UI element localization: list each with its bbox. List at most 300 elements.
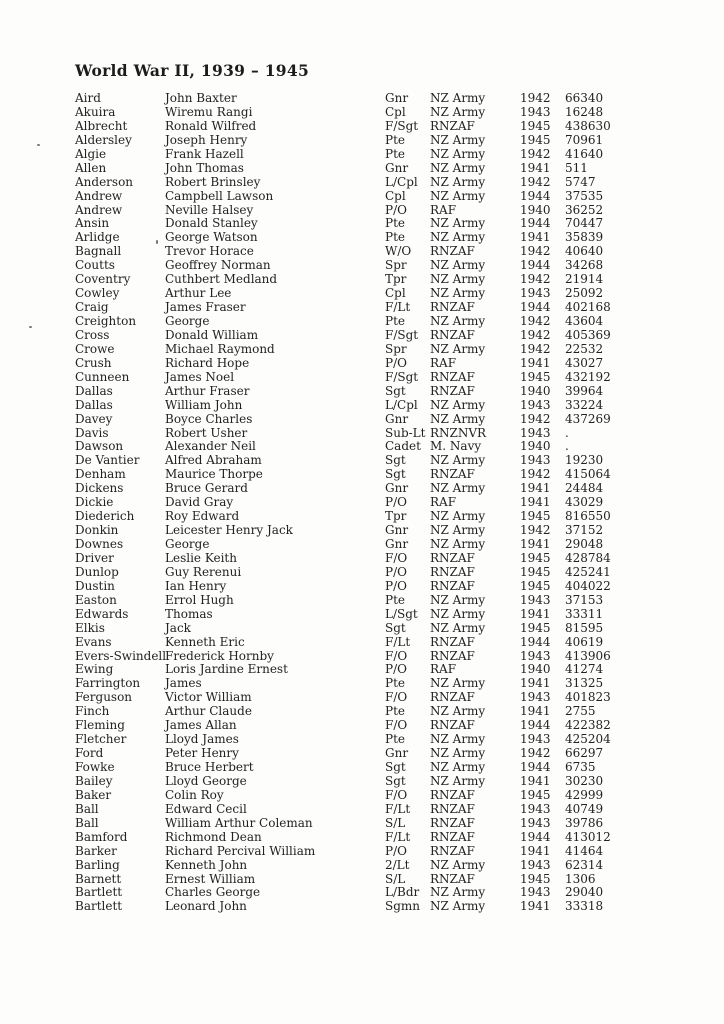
- table-row: [75, 733, 675, 747]
- rank-cell: Gnr: [385, 746, 409, 761]
- service-number-cell: 41640: [565, 146, 604, 161]
- given-names-cell: Campbell Lawson: [165, 188, 274, 203]
- service-branch-cell: RNZAF: [430, 550, 475, 565]
- rank-cell: Sgt: [385, 760, 406, 774]
- surname-cell: Fleming: [75, 718, 125, 733]
- surname-cell: Creighton: [75, 314, 137, 328]
- service-number-cell: 40749: [565, 801, 604, 816]
- rank-cell: 2/Lt: [385, 857, 410, 872]
- rank-cell: P/O: [385, 564, 407, 579]
- rank-cell: Gnr: [385, 537, 409, 551]
- given-names-cell: Richard Percival William: [165, 843, 316, 858]
- table-row: [75, 789, 675, 803]
- service-number-cell: 401823: [565, 690, 611, 705]
- service-branch-cell: NZ Army: [430, 606, 486, 621]
- given-names-cell: Lloyd James: [165, 732, 239, 747]
- rank-cell: Sub-Lt: [385, 425, 426, 440]
- surname-cell: Elkis: [75, 620, 105, 635]
- year-cell: 1941: [520, 843, 551, 858]
- service-branch-cell: RAF: [430, 495, 457, 510]
- table-row: [75, 873, 675, 887]
- table-row: [75, 176, 675, 190]
- surname-cell: Barker: [75, 843, 117, 858]
- rank-cell: P/O: [385, 355, 407, 370]
- surname-cell: Ferguson: [75, 690, 133, 705]
- given-names-cell: James Noel: [165, 369, 235, 384]
- rank-cell: Spr: [385, 341, 407, 356]
- service-branch-cell: NZ Army: [430, 592, 486, 607]
- given-names-cell: Donald Stanley: [165, 216, 258, 231]
- service-branch-cell: RAF: [430, 202, 457, 217]
- service-branch-cell: RNZAF: [430, 690, 475, 705]
- rank-cell: F/O: [385, 787, 408, 802]
- year-cell: 1941: [520, 606, 551, 621]
- service-branch-cell: RNZAF: [430, 578, 475, 593]
- rank-cell: Gnr: [385, 411, 409, 426]
- rank-cell: P/O: [385, 662, 407, 677]
- given-names-cell: John Baxter: [165, 91, 237, 105]
- service-branch-cell: NZ Army: [430, 230, 486, 245]
- service-branch-cell: NZ Army: [430, 523, 486, 538]
- service-number-cell: 2755: [565, 704, 596, 719]
- service-branch-cell: NZ Army: [430, 773, 486, 788]
- service-branch-cell: RNZAF: [430, 718, 475, 733]
- service-number-cell: 36252: [565, 202, 604, 217]
- surname-cell: Allen: [75, 160, 107, 175]
- service-number-cell: 1306: [565, 871, 596, 886]
- service-branch-cell: NZ Army: [430, 704, 486, 719]
- rank-cell: Pte: [385, 230, 405, 245]
- rank-cell: Pte: [385, 146, 405, 161]
- given-names-cell: George: [165, 314, 210, 328]
- given-names-cell: William John: [165, 397, 243, 412]
- surname-cell: Anderson: [75, 174, 134, 189]
- rank-cell: Tpr: [385, 509, 407, 524]
- service-number-cell: 34268: [565, 258, 604, 273]
- service-number-cell: 29048: [565, 537, 604, 551]
- rank-cell: Spr: [385, 258, 407, 273]
- surname-cell: Ball: [75, 801, 99, 816]
- rank-cell: Pte: [385, 676, 405, 691]
- rank-cell: Sgt: [385, 773, 406, 788]
- given-names-cell: Colin Roy: [165, 787, 224, 802]
- service-branch-cell: NZ Army: [430, 272, 486, 287]
- rank-cell: S/L: [385, 815, 406, 830]
- service-number-cell: 43027: [565, 355, 604, 370]
- rank-cell: Pte: [385, 314, 405, 328]
- year-cell: 1943: [520, 857, 551, 872]
- table-row: [75, 608, 675, 622]
- service-branch-cell: RNZAF: [430, 300, 475, 315]
- service-number-cell: 413012: [565, 829, 611, 844]
- service-branch-cell: RAF: [430, 355, 457, 370]
- year-cell: 1944: [520, 634, 551, 649]
- rank-cell: Gnr: [385, 91, 409, 105]
- surname-cell: Edwards: [75, 606, 129, 621]
- given-names-cell: Kenneth Eric: [165, 634, 245, 649]
- scan-speck: [37, 144, 40, 146]
- year-cell: 1945: [520, 564, 551, 579]
- service-number-cell: 438630: [565, 118, 611, 133]
- year-cell: 1943: [520, 690, 551, 705]
- service-number-cell: 16248: [565, 104, 604, 119]
- given-names-cell: Lloyd George: [165, 773, 247, 788]
- given-names-cell: Roy Edward: [165, 509, 240, 524]
- year-cell: 1941: [520, 704, 551, 719]
- rank-cell: Cpl: [385, 286, 406, 301]
- surname-cell: Aird: [75, 91, 101, 105]
- given-names-cell: Maurice Thorpe: [165, 467, 263, 482]
- scan-speck: [156, 240, 158, 244]
- year-cell: 1944: [520, 760, 551, 774]
- service-branch-cell: RNZAF: [430, 369, 475, 384]
- service-number-cell: 415064: [565, 467, 611, 482]
- year-cell: 1945: [520, 550, 551, 565]
- service-number-cell: 6735: [565, 760, 596, 774]
- surname-cell: Algie: [75, 146, 107, 161]
- given-names-cell: Kenneth John: [165, 857, 248, 872]
- surname-cell: Fowke: [75, 760, 115, 774]
- service-branch-cell: RNZAF: [430, 801, 475, 816]
- year-cell: 1941: [520, 899, 551, 914]
- rank-cell: F/O: [385, 690, 408, 705]
- service-branch-cell: NZ Army: [430, 258, 486, 273]
- service-number-cell: 422382: [565, 718, 611, 733]
- service-branch-cell: RNZAF: [430, 564, 475, 579]
- service-number-cell: 33318: [565, 899, 604, 914]
- year-cell: 1942: [520, 174, 551, 189]
- service-number-cell: 70447: [565, 216, 604, 231]
- table-row: [75, 482, 675, 496]
- rank-cell: P/O: [385, 202, 407, 217]
- given-names-cell: Victor William: [165, 690, 252, 705]
- rank-cell: Sgmn: [385, 899, 421, 914]
- surname-cell: Driver: [75, 550, 114, 565]
- table-row: [75, 273, 675, 287]
- service-branch-cell: NZ Army: [430, 509, 486, 524]
- year-cell: 1942: [520, 746, 551, 761]
- given-names-cell: Errol Hugh: [165, 592, 234, 607]
- service-branch-cell: RNZAF: [430, 118, 475, 133]
- surname-cell: Bagnall: [75, 244, 122, 259]
- given-names-cell: James Fraser: [165, 300, 246, 315]
- surname-cell: Denham: [75, 467, 126, 482]
- service-branch-cell: RNZAF: [430, 871, 475, 886]
- table-row: [75, 259, 675, 273]
- service-number-cell: 37152: [565, 523, 604, 538]
- service-branch-cell: NZ Army: [430, 286, 486, 301]
- table-row: [75, 677, 675, 691]
- table-row: [75, 357, 675, 371]
- table-row: [75, 385, 675, 399]
- service-number-cell: 5747: [565, 174, 596, 189]
- service-number-cell: 30230: [565, 773, 604, 788]
- year-cell: 1942: [520, 272, 551, 287]
- surname-cell: Dallas: [75, 397, 113, 412]
- service-number-cell: 37153: [565, 592, 604, 607]
- table-row: [75, 663, 675, 677]
- rank-cell: Gnr: [385, 523, 409, 538]
- service-number-cell: 402168: [565, 300, 611, 315]
- year-cell: 1945: [520, 118, 551, 133]
- service-number-cell: 40619: [565, 634, 604, 649]
- service-number-cell: 511: [565, 160, 588, 175]
- year-cell: 1941: [520, 495, 551, 510]
- table-row: [75, 329, 675, 343]
- given-names-cell: Leonard John: [165, 899, 247, 914]
- rank-cell: Cadet: [385, 439, 421, 454]
- year-cell: 1944: [520, 188, 551, 203]
- service-number-cell: 66297: [565, 746, 604, 761]
- given-names-cell: John Thomas: [165, 160, 244, 175]
- service-branch-cell: NZ Army: [430, 314, 486, 328]
- rank-cell: F/Lt: [385, 300, 411, 315]
- surname-cell: Fletcher: [75, 732, 127, 747]
- table-row: [75, 440, 675, 454]
- year-cell: 1942: [520, 341, 551, 356]
- service-number-cell: 35839: [565, 230, 604, 245]
- table-row: [75, 204, 675, 218]
- surname-cell: Ansin: [75, 216, 110, 231]
- surname-cell: Crush: [75, 355, 112, 370]
- given-names-cell: Michael Raymond: [165, 341, 275, 356]
- surname-cell: Finch: [75, 704, 110, 719]
- given-names-cell: Frederick Hornby: [165, 648, 274, 663]
- rank-cell: F/Sgt: [385, 327, 419, 342]
- surname-cell: Barnett: [75, 871, 122, 886]
- given-names-cell: James Allan: [165, 718, 237, 733]
- table-row: [75, 594, 675, 608]
- year-cell: 1945: [520, 369, 551, 384]
- year-cell: 1943: [520, 104, 551, 119]
- rank-cell: L/Bdr: [385, 885, 420, 900]
- table-row: [75, 900, 675, 914]
- table-row: [75, 566, 675, 580]
- year-cell: 1940: [520, 439, 551, 454]
- surname-cell: Easton: [75, 592, 117, 607]
- table-row: [75, 510, 675, 524]
- table-row: [75, 287, 675, 301]
- table-row: [75, 817, 675, 831]
- surname-cell: Dickens: [75, 481, 124, 496]
- table-row: [75, 343, 675, 357]
- year-cell: 1943: [520, 732, 551, 747]
- service-branch-cell: RNZAF: [430, 829, 475, 844]
- surname-cell: Aldersley: [75, 132, 132, 147]
- given-names-cell: Bruce Herbert: [165, 760, 254, 774]
- rank-cell: Sgt: [385, 453, 406, 468]
- rank-cell: F/O: [385, 550, 408, 565]
- rank-cell: Cpl: [385, 188, 406, 203]
- table-row: [75, 245, 675, 259]
- surname-cell: Coventry: [75, 272, 131, 287]
- service-number-cell: 39786: [565, 815, 604, 830]
- year-cell: 1941: [520, 537, 551, 551]
- scan-speck: [29, 326, 32, 328]
- surname-cell: Andrew: [75, 202, 123, 217]
- service-branch-cell: RAF: [430, 662, 457, 677]
- given-names-cell: Arthur Lee: [165, 286, 232, 301]
- year-cell: 1942: [520, 146, 551, 161]
- year-cell: 1942: [520, 91, 551, 105]
- year-cell: 1943: [520, 425, 551, 440]
- service-branch-cell: NZ Army: [430, 132, 486, 147]
- surname-cell: Donkin: [75, 523, 119, 538]
- surname-cell: Coutts: [75, 258, 115, 273]
- table-row: [75, 120, 675, 134]
- surname-cell: Evers-Swindell: [75, 648, 167, 663]
- year-cell: 1943: [520, 592, 551, 607]
- given-names-cell: Alfred Abraham: [165, 453, 262, 468]
- rank-cell: F/Lt: [385, 634, 411, 649]
- table-row: [75, 650, 675, 664]
- table-row: [75, 845, 675, 859]
- service-roll-table: [75, 92, 675, 914]
- surname-cell: Andrew: [75, 188, 123, 203]
- service-number-cell: 66340: [565, 91, 604, 105]
- service-number-cell: 25092: [565, 286, 604, 301]
- given-names-cell: William Arthur Coleman: [165, 815, 313, 830]
- rank-cell: P/O: [385, 843, 407, 858]
- service-number-cell: 24484: [565, 481, 604, 496]
- service-number-cell: 425204: [565, 732, 611, 747]
- given-names-cell: Peter Henry: [165, 746, 239, 761]
- rank-cell: F/O: [385, 648, 408, 663]
- year-cell: 1943: [520, 453, 551, 468]
- given-names-cell: Ernest William: [165, 871, 256, 886]
- service-number-cell: 21914: [565, 272, 604, 287]
- year-cell: 1940: [520, 383, 551, 398]
- service-branch-cell: NZ Army: [430, 216, 486, 231]
- surname-cell: Cross: [75, 327, 110, 342]
- given-names-cell: Ronald Wilfred: [165, 118, 257, 133]
- service-branch-cell: RNZAF: [430, 634, 475, 649]
- rank-cell: S/L: [385, 871, 406, 886]
- service-branch-cell: NZ Army: [430, 537, 486, 551]
- given-names-cell: Leslie Keith: [165, 550, 237, 565]
- year-cell: 1941: [520, 676, 551, 691]
- surname-cell: Dallas: [75, 383, 113, 398]
- surname-cell: Bartlett: [75, 885, 123, 900]
- given-names-cell: Bruce Gerard: [165, 481, 248, 496]
- surname-cell: Crowe: [75, 341, 115, 356]
- service-branch-cell: NZ Army: [430, 453, 486, 468]
- service-branch-cell: NZ Army: [430, 481, 486, 496]
- service-number-cell: 22532: [565, 341, 604, 356]
- table-row: [75, 552, 675, 566]
- service-number-cell: 41274: [565, 662, 604, 677]
- service-branch-cell: NZ Army: [430, 91, 486, 105]
- year-cell: 1943: [520, 801, 551, 816]
- year-cell: 1943: [520, 648, 551, 663]
- year-cell: 1941: [520, 481, 551, 496]
- surname-cell: Cunneen: [75, 369, 130, 384]
- service-branch-cell: NZ Army: [430, 174, 486, 189]
- given-names-cell: Neville Halsey: [165, 202, 254, 217]
- service-branch-cell: NZ Army: [430, 746, 486, 761]
- given-names-cell: Frank Hazell: [165, 146, 244, 161]
- service-branch-cell: NZ Army: [430, 620, 486, 635]
- table-row: [75, 413, 675, 427]
- rank-cell: Gnr: [385, 160, 409, 175]
- rank-cell: Pte: [385, 704, 405, 719]
- year-cell: 1941: [520, 230, 551, 245]
- table-row: [75, 106, 675, 120]
- table-row: [75, 315, 675, 329]
- surname-cell: Davis: [75, 425, 109, 440]
- given-names-cell: Alexander Neil: [165, 439, 256, 454]
- service-number-cell: .: [565, 439, 569, 454]
- given-names-cell: Richmond Dean: [165, 829, 262, 844]
- surname-cell: Dawson: [75, 439, 124, 454]
- given-names-cell: Trevor Horace: [165, 244, 254, 259]
- given-names-cell: Wiremu Rangi: [165, 104, 253, 119]
- table-row: [75, 705, 675, 719]
- given-names-cell: Boyce Charles: [165, 411, 253, 426]
- service-branch-cell: RNZAF: [430, 383, 475, 398]
- table-row: [75, 524, 675, 538]
- given-names-cell: David Gray: [165, 495, 234, 510]
- table-row: [75, 162, 675, 176]
- surname-cell: Ford: [75, 746, 104, 761]
- surname-cell: Bailey: [75, 773, 113, 788]
- page-title: World War II, 1939 – 1945: [75, 61, 310, 80]
- year-cell: 1943: [520, 397, 551, 412]
- service-branch-cell: RNZAF: [430, 787, 475, 802]
- table-row: [75, 719, 675, 733]
- service-branch-cell: RNZAF: [430, 648, 475, 663]
- surname-cell: Farrington: [75, 676, 141, 691]
- surname-cell: Davey: [75, 411, 113, 426]
- rank-cell: F/Sgt: [385, 118, 419, 133]
- given-names-cell: Arthur Fraser: [165, 383, 250, 398]
- year-cell: 1943: [520, 815, 551, 830]
- service-branch-cell: RNZAF: [430, 843, 475, 858]
- given-names-cell: George Watson: [165, 230, 258, 245]
- given-names-cell: Edward Cecil: [165, 801, 247, 816]
- service-branch-cell: M. Navy: [430, 439, 482, 454]
- service-branch-cell: RNZAF: [430, 815, 475, 830]
- surname-cell: Barling: [75, 857, 120, 872]
- year-cell: 1941: [520, 160, 551, 175]
- service-number-cell: 43604: [565, 314, 604, 328]
- service-number-cell: 81595: [565, 620, 604, 635]
- rank-cell: Tpr: [385, 272, 407, 287]
- service-branch-cell: NZ Army: [430, 104, 486, 119]
- given-names-cell: Richard Hope: [165, 355, 250, 370]
- year-cell: 1944: [520, 258, 551, 273]
- service-number-cell: 39964: [565, 383, 604, 398]
- rank-cell: L/Sgt: [385, 606, 418, 621]
- service-number-cell: 428784: [565, 550, 611, 565]
- year-cell: 1942: [520, 327, 551, 342]
- year-cell: 1942: [520, 467, 551, 482]
- service-branch-cell: NZ Army: [430, 676, 486, 691]
- table-row: [75, 148, 675, 162]
- table-row: [75, 371, 675, 385]
- year-cell: 1944: [520, 216, 551, 231]
- table-row: [75, 761, 675, 775]
- year-cell: 1944: [520, 300, 551, 315]
- table-row: [75, 886, 675, 900]
- service-branch-cell: NZ Army: [430, 411, 486, 426]
- surname-cell: Craig: [75, 300, 109, 315]
- rank-cell: P/O: [385, 578, 407, 593]
- year-cell: 1943: [520, 286, 551, 301]
- surname-cell: Arlidge: [75, 230, 120, 245]
- year-cell: 1945: [520, 787, 551, 802]
- service-number-cell: 437269: [565, 411, 611, 426]
